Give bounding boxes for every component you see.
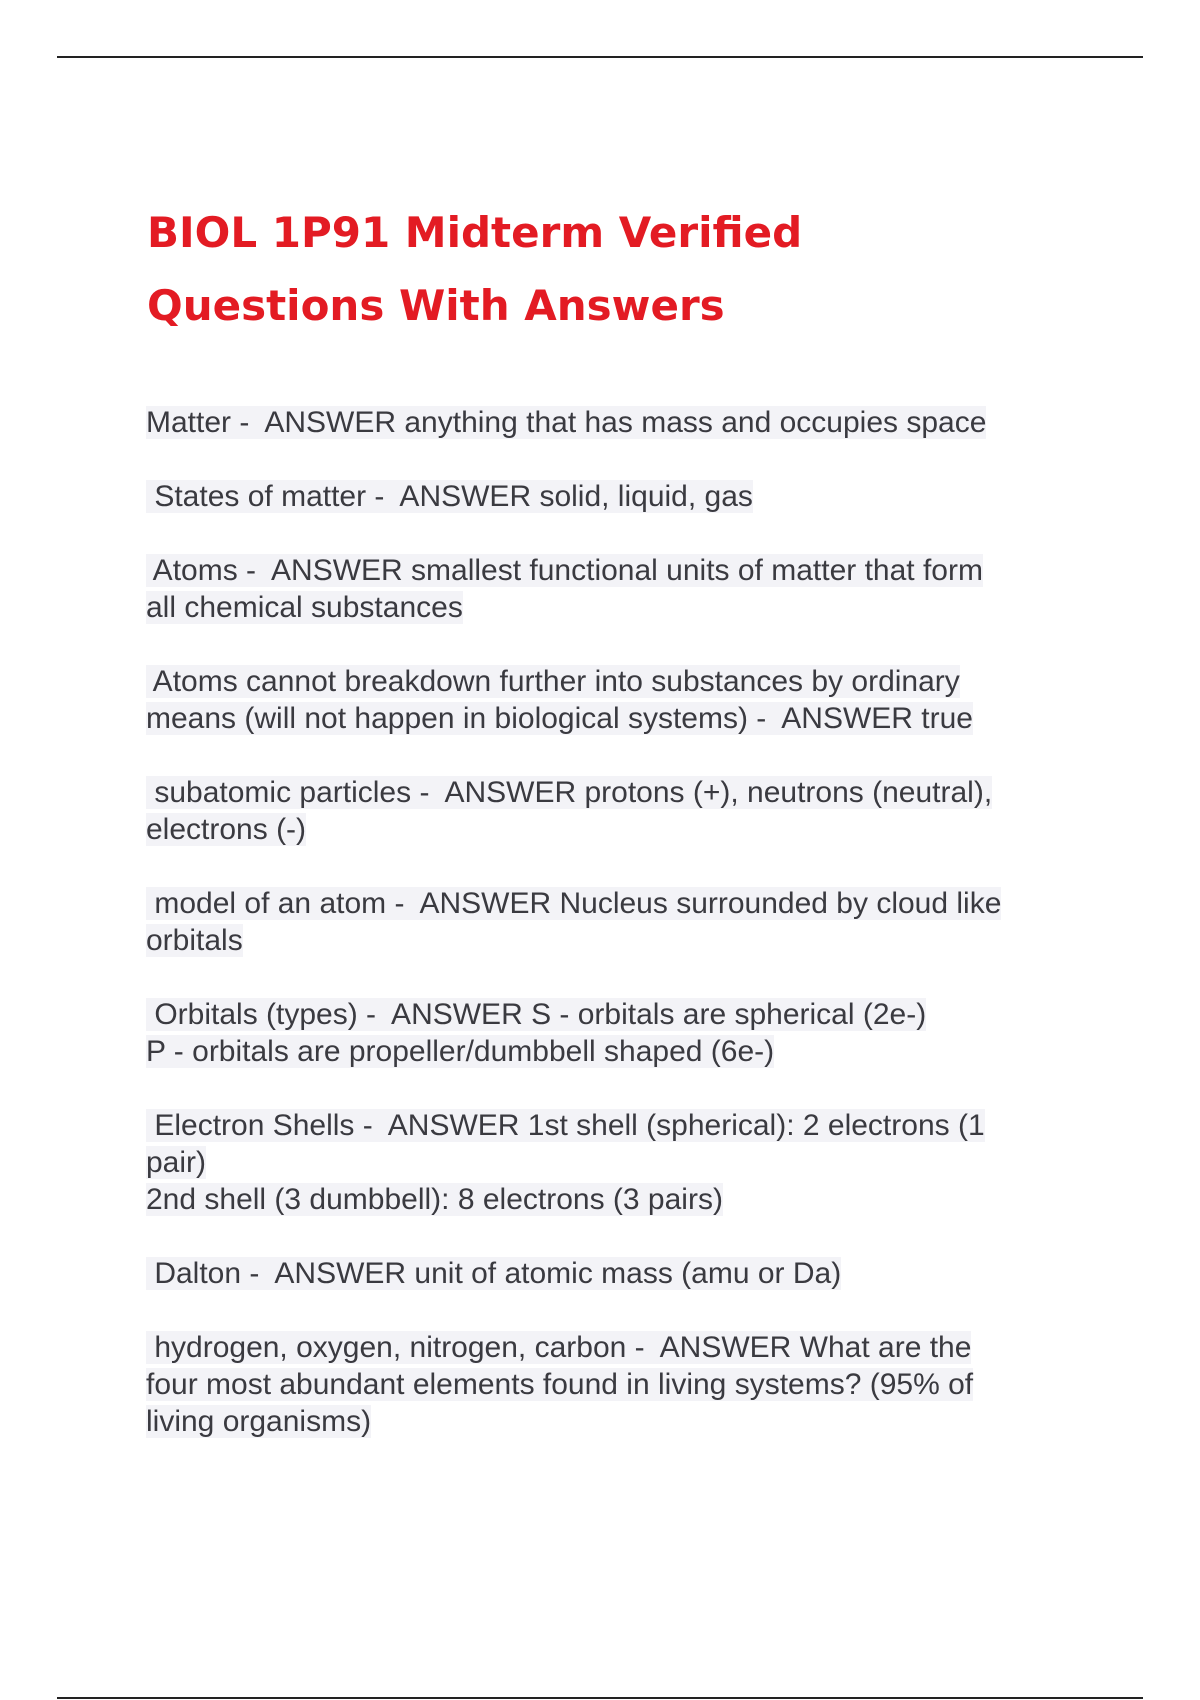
qa-line: pair) <box>146 1146 207 1179</box>
qa-item-states-of-matter <box>146 478 1076 515</box>
qa-line: Orbitals (types) - ANSWER S - orbitals are spherical (2e-) <box>146 998 927 1031</box>
qa-line: Atoms cannot breakdown further into substances by ordinary <box>146 665 960 698</box>
qa-item-matter <box>146 404 1076 441</box>
qa-line: model of an atom - ANSWER Nucleus surrounded by cloud like <box>146 887 1002 920</box>
qa-line: P - orbitals are propeller/dumbbell shaped (6e-) <box>146 1035 775 1068</box>
qa-item-orbitals <box>146 996 1076 1070</box>
qa-line: Atoms - ANSWER smallest functional units of matter that form <box>146 554 983 587</box>
title-line: BIOL 1P91 Midterm Verified <box>147 208 803 257</box>
qa-item-subatomic-particles <box>146 774 1076 848</box>
qa-line: Electron Shells - ANSWER 1st shell (spherical): 2 electrons (1 <box>146 1109 985 1142</box>
qa-line: hydrogen, oxygen, nitrogen, carbon - ANSWER What are the <box>146 1331 972 1364</box>
qa-line: Matter - ANSWER anything that has mass and occupies space <box>146 406 987 439</box>
qa-line: orbitals <box>146 924 243 957</box>
bottom-rule <box>57 1697 1143 1699</box>
qa-list <box>146 404 1076 1477</box>
qa-item-model-of-atom <box>146 885 1076 959</box>
qa-line: 2nd shell (3 dumbbell): 8 electrons (3 pairs) <box>146 1183 723 1216</box>
qa-line: electrons (-) <box>146 813 307 846</box>
qa-line: States of matter - ANSWER solid, liquid, gas <box>146 480 753 513</box>
qa-item-dalton <box>146 1255 1076 1292</box>
qa-item-abundant-elements <box>146 1329 1076 1440</box>
qa-line: living organisms) <box>146 1405 372 1438</box>
qa-line: subatomic particles - ANSWER protons (+), neutrons (neutral), <box>146 776 993 809</box>
qa-item-atoms <box>146 552 1076 626</box>
page-title <box>147 196 1107 342</box>
qa-item-electron-shells <box>146 1107 1076 1218</box>
top-rule <box>57 56 1143 58</box>
qa-line: means (will not happen in biological systems) - ANSWER true <box>146 702 973 735</box>
qa-line: all chemical substances <box>146 591 463 624</box>
qa-line: four most abundant elements found in living systems? (95% of <box>146 1368 974 1401</box>
title-line: Questions With Answers <box>147 281 725 330</box>
qa-line: Dalton - ANSWER unit of atomic mass (amu or Da) <box>146 1257 842 1290</box>
qa-item-atoms-breakdown <box>146 663 1076 737</box>
